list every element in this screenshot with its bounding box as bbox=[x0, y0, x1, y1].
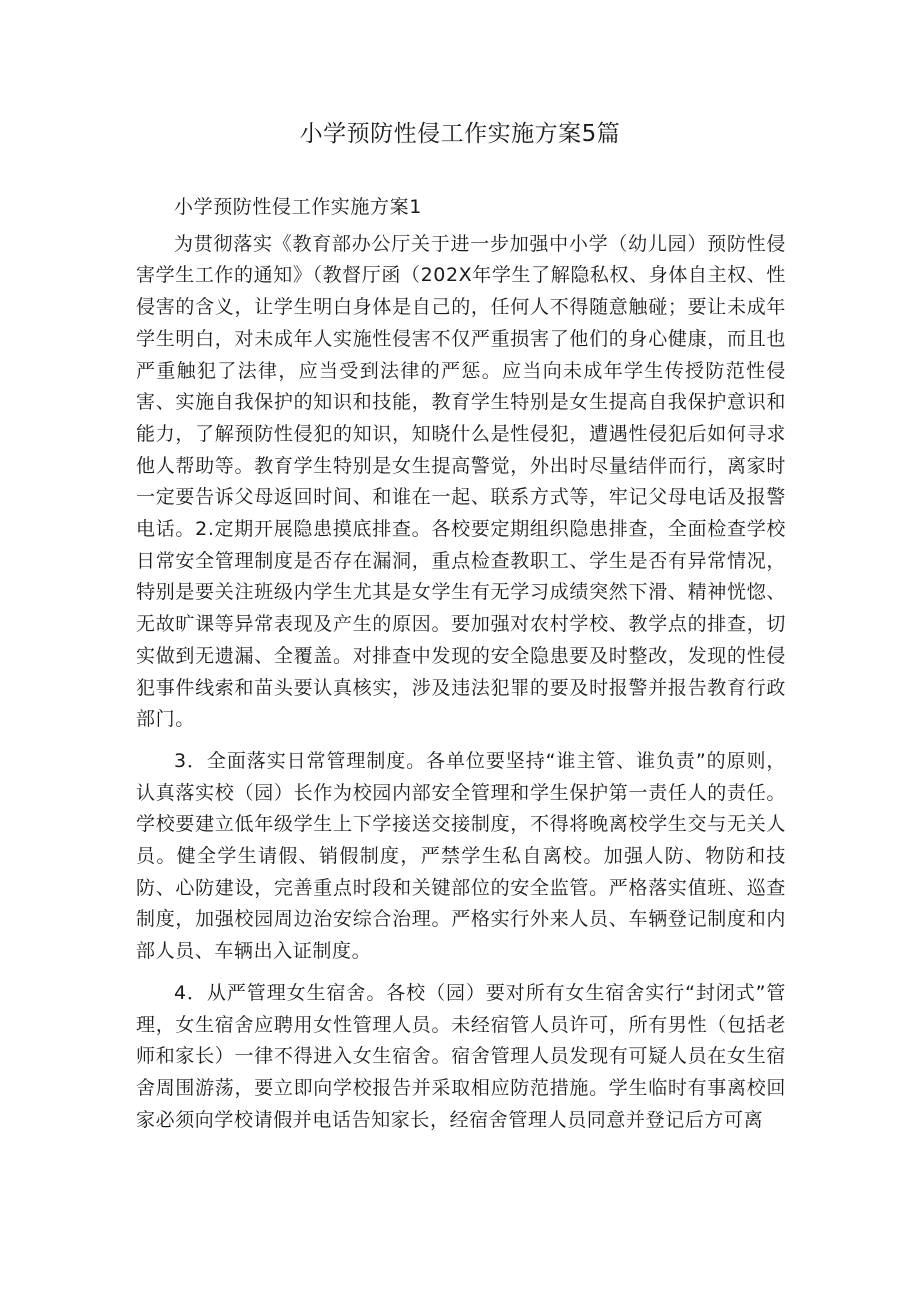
document-title: 小学预防性侵工作实施方案5篇 bbox=[299, 121, 621, 147]
section-heading: 小学预防性侵工作实施方案1 bbox=[174, 196, 422, 218]
paragraph-3: 4．从严管理女生宿舍。各校（园）要对所有女生宿舍实行“封闭式”管理，女生宿舍应聘用女性管理人员。未经宿管人员许可，所有男性（包括老师和家长）一律不得进入女生宿舍。宿舍管理人员发现有可疑人员在女生宿舍周围游荡，要立即向学校报告并采取相应防范措施。学生临时有事离校回家必须向学校请假并电话告知家长，经宿舍管理人员同意并登记后方可离 bbox=[136, 981, 786, 1131]
paragraph-2: 3．全面落实日常管理制度。各单位要坚持“谁主管、谁负责”的原则，认真落实校（园）长作为校园内部安全管理和学生保护第一责任人的责任。学校要建立低年级学生上下学接送交接制度，不得将晚离校学生交与无关人员。健全学生请假、销假制度，严禁学生私自离校。加强人防、物防和技防、心防建设，完善重点时段和关键部位的安全监管。严格落实值班、巡查制度，加强校园周边治安综合治理。严格实行外来人员、车辆登记制度和内部人员、车辆出入证制度。 bbox=[136, 749, 786, 963]
document-body bbox=[136, 192, 786, 1136]
paragraph-1: 为贯彻落实《教育部办公厅关于进一步加强中小学（幼儿园）预防性侵害学生工作的通知》（教督厅函（202X年学生了解隐私权、身体自主权、性侵害的含义，让学生明白身体是自己的，任何人不得随意触碰；要让未成年学生明白，对未成年人实施性侵害不仅严重损害了他们的身心健康，而且也严重触犯了法律，应当受到法律的严惩。应当向未成年学生传授防范性侵害、实施自我保护的知识和技能，教育学生特别是女生提高自我保护意识和能力，了解预防性侵犯的知识，知晓什么是性侵犯，遭遇性侵犯后如何寻求他人帮助等。教育学生特别是女生提高警觉，外出时尽量结伴而行，离家时一定要告诉父母返回时间、和谁在一起、联系方式等，牢记父母电话及报警电话。2.定期开展隐患摸底排查。各校要定期组织隐患排查，全面检查学校日常安全管理制度是否存在漏洞，重点检查教职工、学生是否有异常情况，特别是要关注班级内学生尤其是女学生有无学习成绩突然下滑、精神恍惚、无故旷课等异常表现及产生的原因。要加强对农村学校、教学点的排查，切实做到无遗漏、全覆盖。对排查中发现的安全隐患要及时整改，发现的性侵犯事件线索和苗头要认真核实，涉及违法犯罪的要及时报警并报告教育行政部门。 bbox=[136, 232, 786, 731]
